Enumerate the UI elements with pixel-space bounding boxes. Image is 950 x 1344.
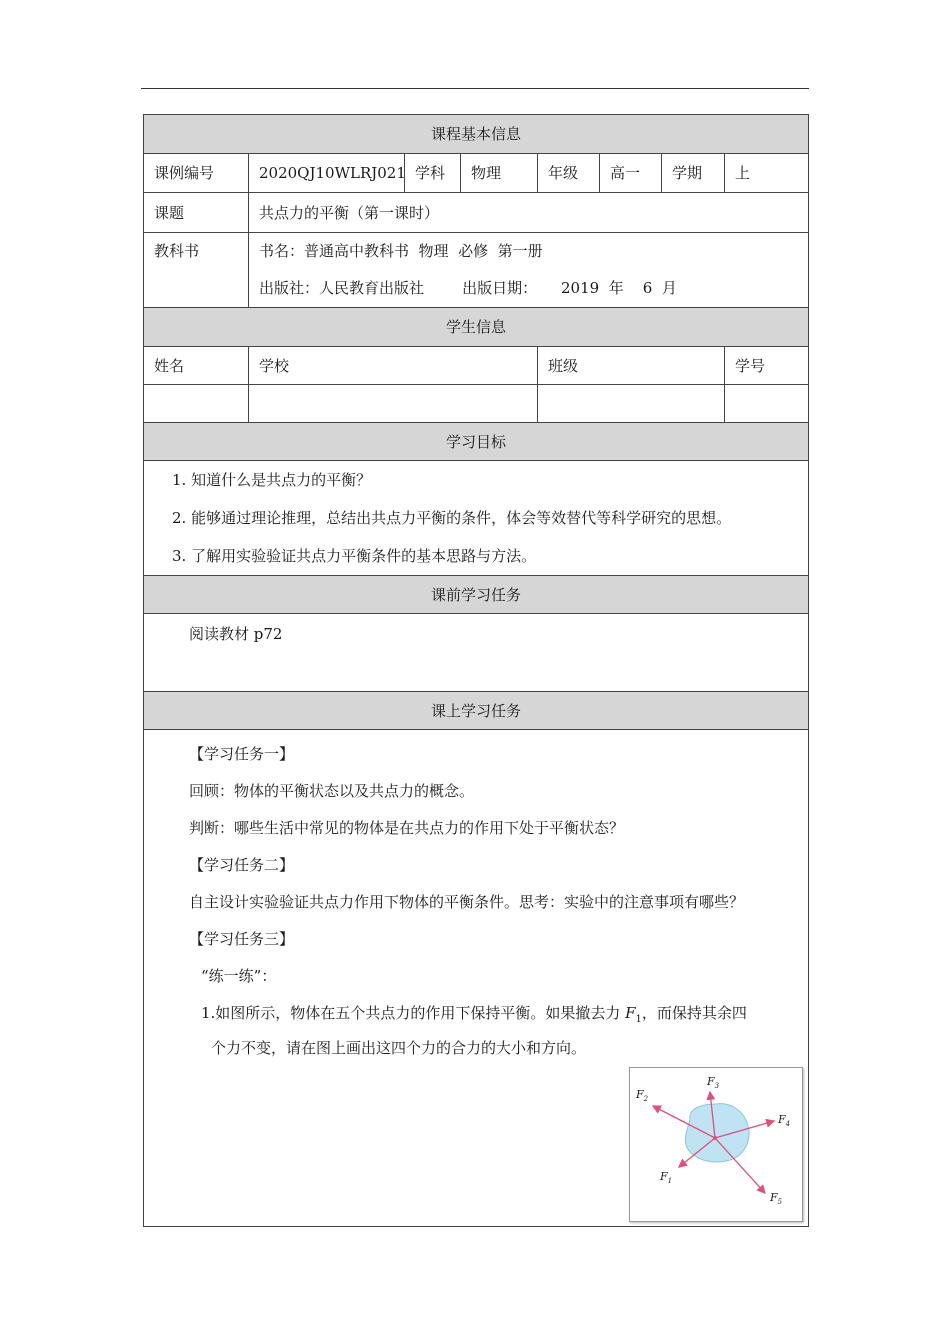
- object-blob: [685, 1104, 749, 1162]
- task2-text: 自主设计实验验证共点力作用下物体的平衡条件。思考：实验中的注意事项有哪些？: [189, 893, 745, 911]
- top-rule: [141, 88, 809, 89]
- name-label: 姓名: [144, 347, 249, 385]
- pre-class-header: 课前学习任务: [144, 576, 809, 614]
- class-label: 班级: [538, 347, 725, 385]
- book-name: 书名：普通高中教科书 物理 必修 第一册: [259, 242, 543, 260]
- in-class-header: 课上学习任务: [144, 692, 809, 730]
- grade-label: 年级: [538, 154, 600, 193]
- course-info-header: 课程基本信息: [144, 115, 809, 154]
- pre-class-text: 阅读教材 p72: [144, 614, 809, 692]
- school-field[interactable]: [249, 385, 538, 423]
- force-diagram-svg: [630, 1068, 802, 1221]
- force-origin: [713, 1136, 717, 1140]
- task1-title: 【学习任务一】: [189, 745, 295, 763]
- label-f3: $F_3$: [707, 1075, 720, 1090]
- case-no-label: 课例编号: [144, 154, 249, 193]
- term-label: 学期: [662, 154, 725, 193]
- case-no-value: 2020QJ10WLRJ021: [249, 154, 405, 193]
- task2-title: 【学习任务二】: [189, 856, 295, 874]
- subject-label: 学科: [405, 154, 461, 193]
- label-f5: $F_5$: [770, 1191, 783, 1206]
- id-label: 学号: [725, 347, 809, 385]
- force-diagram: [629, 1067, 803, 1222]
- student-info-header: 学生信息: [144, 308, 809, 347]
- id-field[interactable]: [725, 385, 809, 423]
- class-field[interactable]: [538, 385, 725, 423]
- topic-label: 课题: [144, 193, 249, 233]
- objectives-header: 学习目标: [144, 423, 809, 461]
- objective-item: 3. 了解用实验验证共点力平衡条件的基本思路与方法。: [172, 547, 537, 565]
- question-1-line-1: 1.如图所示，物体在五个共点力的作用下保持平衡。如果撤去力 $F_1$，而保持其余四: [201, 1004, 747, 1025]
- subject-value: 物理: [461, 154, 538, 193]
- topic-value: 共点力的平衡（第一课时）: [249, 193, 809, 233]
- objectives-list: [144, 461, 809, 576]
- task1-judge: 判断：哪些生活中常见的物体是在共点力的作用下处于平衡状态？: [189, 819, 625, 837]
- task1-review: 回顾：物体的平衡状态以及共点力的概念。: [189, 782, 475, 800]
- term-value: 上: [725, 154, 809, 193]
- objective-item: 2. 能够通过理论推理，总结出共点力平衡的条件，体会等效替代等科学研究的思想。: [172, 509, 732, 527]
- textbook-info: [249, 233, 809, 308]
- textbook-label: 教科书: [144, 233, 249, 308]
- grade-value: 高一: [600, 154, 662, 193]
- course-table: [143, 114, 809, 1227]
- school-label: 学校: [249, 347, 538, 385]
- label-f4: $F_4$: [778, 1113, 791, 1128]
- label-f1: $F_1$: [660, 1170, 673, 1185]
- question-1-line-2: 个力不变，请在图上画出这四个力的合力的大小和方向。: [211, 1039, 587, 1057]
- objective-item: 1. 知道什么是共点力的平衡？: [172, 471, 372, 489]
- publisher-line: 出版社：人民教育出版社 出版日期： 2019 年 6 月: [259, 279, 677, 297]
- label-f2: $F_2$: [636, 1088, 649, 1103]
- task3-title: 【学习任务三】: [189, 930, 295, 948]
- name-field[interactable]: [144, 385, 249, 423]
- practice-label: “练一练”：: [201, 967, 277, 985]
